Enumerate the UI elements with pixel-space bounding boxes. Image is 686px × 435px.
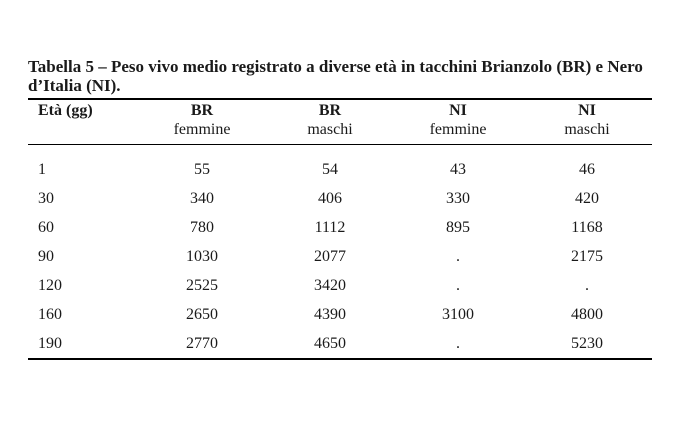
age-cell: 1	[38, 160, 46, 178]
table-row	[28, 271, 652, 300]
value-cell: .	[456, 276, 460, 294]
value-cell: 340	[190, 189, 214, 207]
value-cell: 1112	[314, 218, 346, 236]
value-cell: 420	[575, 189, 599, 207]
table-caption: Tabella 5 – Peso vivo medio registrato a diverse età in tacchini Brianzolo (BR) e Nero d’Italia (NI).	[28, 57, 643, 95]
header-sublabel: femmine	[429, 121, 487, 138]
header-row	[28, 100, 652, 145]
table-row	[28, 145, 652, 185]
header-cell-br-maschi	[266, 100, 394, 145]
value-cell: 5230	[571, 334, 603, 352]
value-cell: 4650	[314, 334, 346, 352]
header-label: NI	[578, 102, 596, 119]
header-cell-ni-femmine	[394, 100, 522, 145]
header-cell-age	[28, 100, 138, 145]
value-cell: 2077	[314, 247, 346, 265]
value-cell: 780	[190, 218, 214, 236]
value-cell: 406	[318, 189, 342, 207]
table-row	[28, 329, 652, 358]
table-row	[28, 242, 652, 271]
value-cell: 3100	[442, 305, 474, 323]
age-cell: 60	[38, 218, 54, 236]
value-cell: 55	[194, 160, 210, 178]
value-cell: 46	[579, 160, 595, 178]
value-cell: 4390	[314, 305, 346, 323]
table-header	[28, 100, 652, 145]
value-cell: .	[456, 247, 460, 265]
table-body	[28, 145, 652, 359]
header-cell-ni-maschi	[522, 100, 652, 145]
table-row	[28, 213, 652, 242]
data-table-container	[28, 98, 652, 360]
header-label: BR	[190, 102, 214, 119]
value-cell: 3420	[314, 276, 346, 294]
table-row	[28, 300, 652, 329]
value-cell: 54	[322, 160, 338, 178]
header-sublabel: maschi	[564, 121, 610, 138]
value-cell: .	[585, 276, 589, 294]
value-cell: 2650	[186, 305, 218, 323]
value-cell: 2770	[186, 334, 218, 352]
value-cell: 895	[446, 218, 470, 236]
value-cell: 2525	[186, 276, 218, 294]
header-label: NI	[449, 102, 467, 119]
value-cell: 1168	[571, 218, 603, 236]
age-cell: 120	[38, 276, 62, 294]
weight-table	[28, 100, 652, 358]
header-label: BR	[318, 102, 342, 119]
age-cell: 160	[38, 305, 62, 323]
value-cell: 43	[450, 160, 466, 178]
value-cell: 330	[446, 189, 470, 207]
value-cell: .	[456, 334, 460, 352]
value-cell: 1030	[186, 247, 218, 265]
header-cell-br-femmine	[138, 100, 266, 145]
table-row	[28, 184, 652, 213]
value-cell: 2175	[571, 247, 603, 265]
header-sublabel: femmine	[173, 121, 231, 138]
age-cell: 90	[38, 247, 54, 265]
header-sublabel: maschi	[307, 121, 353, 138]
age-cell: 190	[38, 334, 62, 352]
header-label: Età (gg)	[38, 102, 93, 119]
value-cell: 4800	[571, 305, 603, 323]
age-cell: 30	[38, 189, 54, 207]
